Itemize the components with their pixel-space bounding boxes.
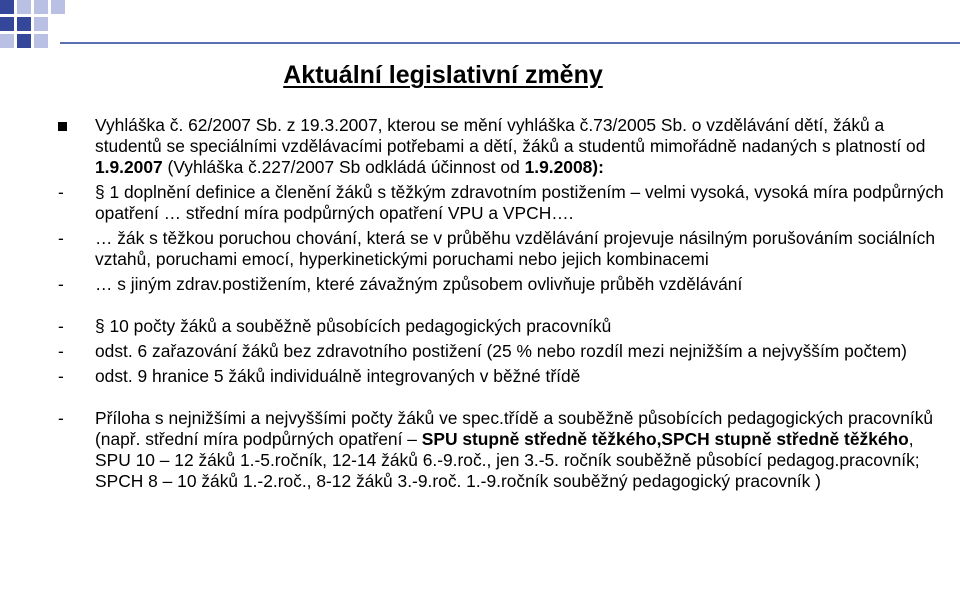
decorative-squares [0,0,80,60]
decor-square-dark [0,0,14,14]
list-item-text: § 10 počty žáků a souběžně působících pedagogických pracovníků [95,316,612,336]
list-item [55,366,950,387]
square-bullet-icon [55,115,75,131]
last-item-text: Příloha s nejnižšími a nejvyššími počty žáků ve spec.třídě a souběžně působících pedagogických pracovníků (např. střední míra podpůrných opatření – [95,408,934,449]
decor-square-light [34,34,48,48]
last-item-text-2: , SPU 10 – 12 žáků 1.-5.ročník, 12-14 žáků 6.-9.roč., jen 3.-5. ročník souběžně působící pedagog.pracovník; SPCH 8 – 10 žáků 1.-2.roč., 8-12 žáků 3.-9.roč. 1.-9.ročník souběžný pedagogický pracovník ) [95,429,920,491]
list-item [55,274,950,295]
list-item [55,228,950,270]
decor-square-dark [0,17,14,31]
decor-square-dark [17,17,31,31]
last-item-bold: SPU stupně středně těžkého,SPCH stupně středně těžkého [421,429,909,449]
list-item [55,316,950,337]
dash-bullet: - [58,366,64,386]
decor-square-light [17,0,31,14]
list-item [55,341,950,362]
main-item-text-2: (Vyhláška č.227/2007 Sb odkládá účinnost od [162,157,525,177]
decor-square-light [0,34,14,48]
main-item-text: Vyhláška č. 62/2007 Sb. z 19.3.2007, kterou se mění vyhláška č.73/2005 Sb. o vzdělávání dětí, žáků a studentů se speciálními vzdělávacími potřebami a dětí, žáků a studentů mimořádně nadaných s platností od [95,115,926,156]
decor-square-light [34,0,48,14]
content-body [55,115,950,492]
decor-square-light [51,0,65,14]
page-title: Aktuální legislativní změny [283,61,603,89]
dash-bullet: - [58,408,64,428]
main-item-date-2: 1.9.2008): [524,157,604,177]
dash-bullet: - [58,228,64,248]
decorative-line [60,42,960,44]
dash-bullet: - [58,341,64,361]
decor-square-light [34,17,48,31]
list-item-text: odst. 9 hranice 5 žáků individuálně integrovaných v běžné třídě [95,366,581,386]
list-item-text: … s jiným zdrav.postižením, které závažným způsobem ovlivňuje průběh vzdělávání [95,274,743,294]
dash-bullet: - [58,316,64,336]
decor-square-dark [17,34,31,48]
list-item [55,182,950,224]
dash-bullet: - [58,182,64,202]
list-item-text: § 1 doplnění definice a členění žáků s těžkým zdravotním postižením – velmi vysoká, vysoká míra podpůrných opatření … střední míra podpůrných opatření VPU a VPCH…. [95,182,944,223]
list-item-text: … žák s těžkou poruchou chování, která se v průběhu vzdělávání projevuje násilným porušováním sociálních vztahů, poruchami emocí, hyperkinetickými poruchami nebo jejich kombinacemi [95,228,936,269]
dash-bullet: - [58,274,64,294]
main-item-date: 1.9.2007 [95,157,163,177]
list-item-main [55,115,950,178]
list-item-text: odst. 6 zařazování žáků bez zdravotního postižení (25 % nebo rozdíl mezi nejnižším a nejvyšším počtem) [95,341,907,361]
list-item-last [55,408,950,492]
